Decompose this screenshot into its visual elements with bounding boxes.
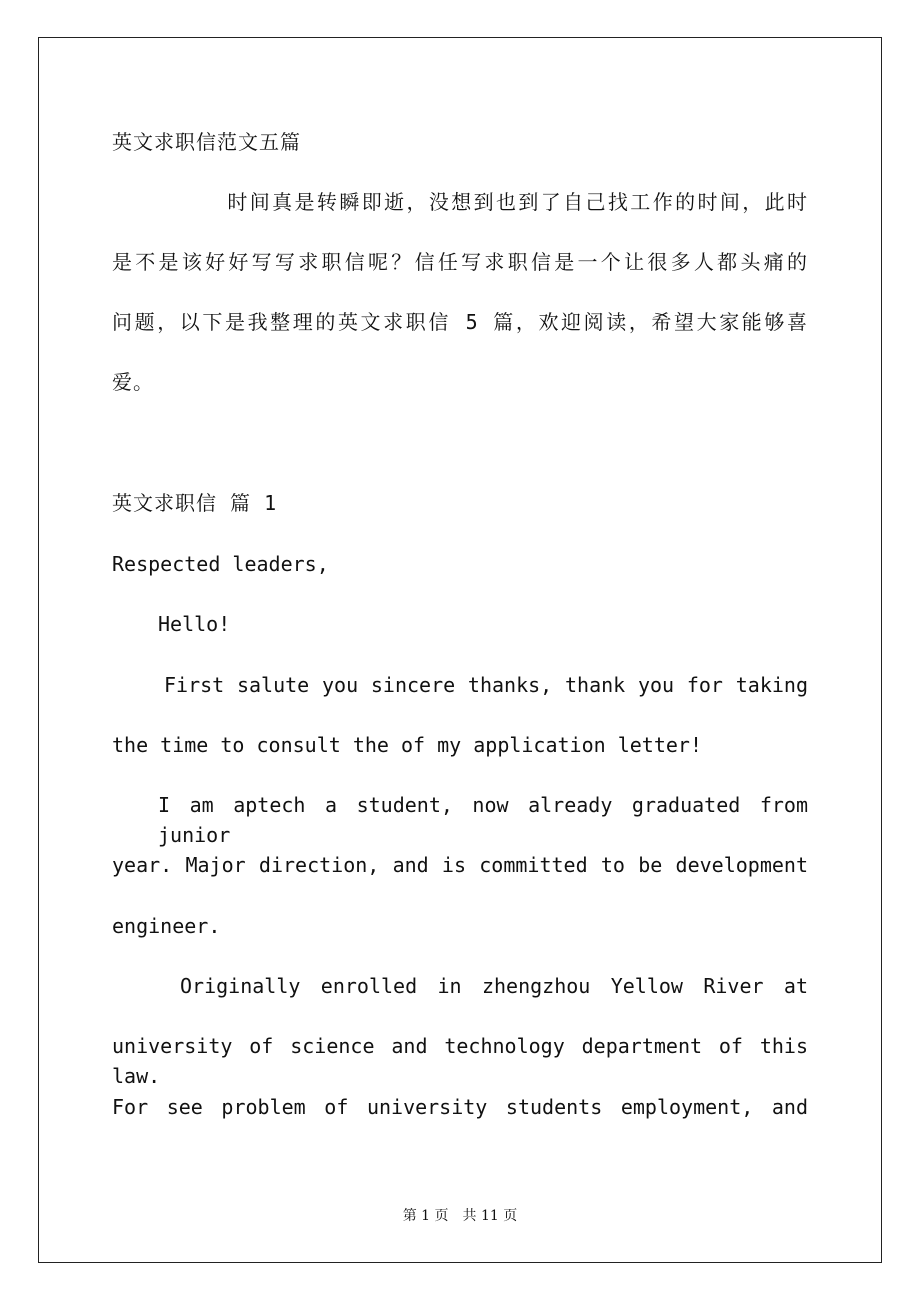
letter-line: I am aptech a student, now already graduated from junior xyxy=(158,793,808,847)
intro-line-3: 问题，以下是我整理的英文求职信 5 篇，欢迎阅读，希望大家能够喜 xyxy=(112,310,808,334)
document-title: 英文求职信范文五篇 xyxy=(112,130,301,154)
letter-salutation: Respected leaders, xyxy=(112,552,329,576)
page-footer: 第 1 页 共 11 页 xyxy=(402,1208,518,1224)
intro-line-1: 时间真是转瞬即逝，没想到也到了自己找工作的时间，此时 xyxy=(112,190,808,214)
intro-line-2: 是不是该好好写写求职信呢？信任写求职信是一个让很多人都头痛的 xyxy=(112,250,808,274)
letter-line: university of science and technology department of this law. xyxy=(112,1034,808,1088)
letter-line: year. Major direction, and is committed to be development xyxy=(112,853,808,877)
letter-line: First salute you sincere thanks, thank you for taking xyxy=(164,673,808,697)
letter-line: engineer. xyxy=(112,914,221,938)
intro-line-4: 爱。 xyxy=(112,370,154,394)
section-heading: 英文求职信 篇 1 xyxy=(112,491,278,515)
letter-line: the time to consult the of my application letter! xyxy=(112,733,703,757)
letter-greeting: Hello! xyxy=(158,612,231,636)
letter-line: For see problem of university students employment, and xyxy=(112,1095,808,1119)
letter-line: Originally enrolled in zhengzhou Yellow River at xyxy=(180,974,808,998)
